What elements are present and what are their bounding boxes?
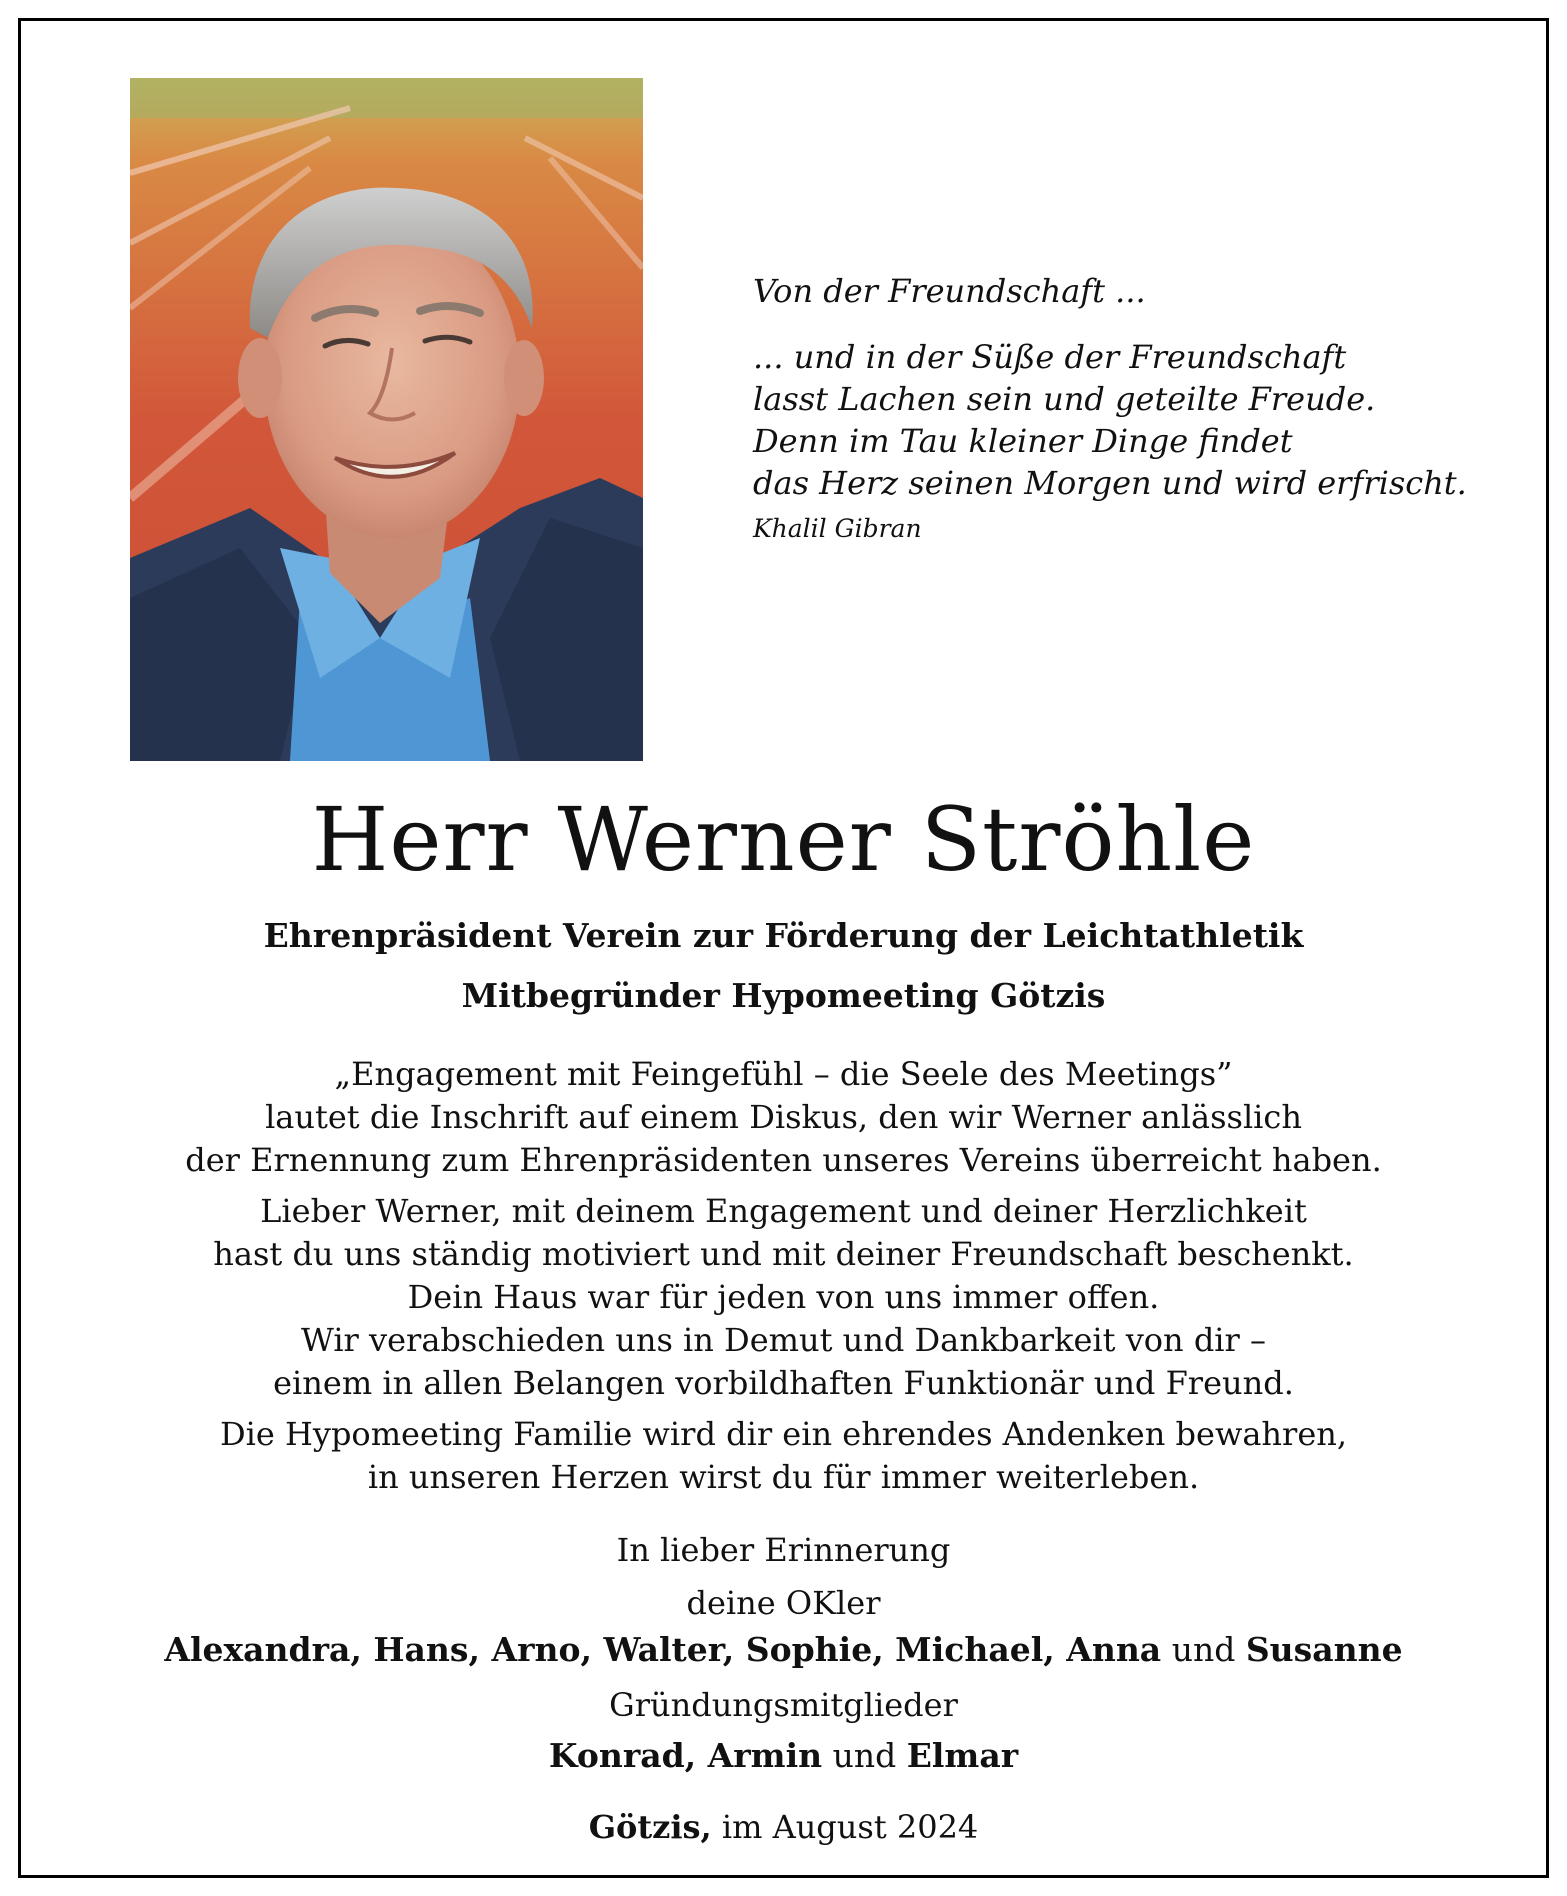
quote-block: [753, 270, 1467, 546]
quote-line: lasst Lachen sein und geteilte Freude.: [753, 380, 1376, 418]
paragraph-tribute: [0, 1190, 1567, 1405]
quote-line: ... und in der Süße der Freundschaft: [753, 338, 1347, 376]
signature-intro: In lieber Erinnerung: [616, 1531, 951, 1569]
text-line: „Engagement mit Feingefühl – die Seele des Meetings”: [334, 1055, 1233, 1093]
signature-and: und: [1171, 1630, 1236, 1669]
date: im August 2024: [721, 1808, 979, 1846]
signature-group2-names: [0, 1734, 1567, 1778]
signature-last-name: Susanne: [1245, 1630, 1403, 1669]
text-line: Dein Haus war für jeden von uns immer offen.: [407, 1278, 1160, 1316]
title-honorary-president: Ehrenpräsident Verein zur Förderung der Leichtathletik: [263, 916, 1304, 955]
place: Götzis,: [588, 1808, 712, 1846]
deceased-name: Herr Werner Ströhle: [311, 788, 1256, 891]
quote-title: Von der Freundschaft ...: [753, 272, 1146, 310]
signature-last-name: Elmar: [906, 1736, 1019, 1775]
text-line: Wir verabschieden uns in Demut und Dankbarkeit von dir –: [300, 1321, 1266, 1359]
text-line: in unseren Herzen wirst du für immer weiterleben.: [367, 1458, 1200, 1496]
signature-names: Konrad, Armin: [548, 1736, 823, 1775]
signature-group1-label: deine OKler: [686, 1584, 881, 1622]
place-and-date: [0, 1805, 1567, 1849]
paragraph-remembrance: [0, 1413, 1567, 1499]
quote-line: das Herz seinen Morgen und wird erfrischt.: [753, 464, 1467, 502]
text-line: einem in allen Belangen vorbildhaften Funktionär und Freund.: [273, 1364, 1294, 1402]
quote-author: Khalil Gibran: [753, 514, 922, 543]
text-line: lautet die Inschrift auf einem Diskus, den wir Werner anlässlich: [265, 1098, 1302, 1136]
title-co-founder: Mitbegründer Hypomeeting Götzis: [461, 976, 1106, 1015]
text-line: hast du uns ständig motiviert und mit deiner Freundschaft beschenkt.: [213, 1235, 1354, 1273]
text-line: Lieber Werner, mit deinem Engagement und deiner Herzlichkeit: [260, 1192, 1307, 1230]
text-line: der Ernennung zum Ehrenpräsidenten unseres Vereins überreicht haben.: [185, 1141, 1382, 1179]
portrait-photo-icon: [130, 78, 643, 761]
text-line: Die Hypomeeting Familie wird dir ein ehrendes Andenken bewahren,: [219, 1415, 1348, 1453]
signature-group2-label: Gründungsmitglieder: [609, 1686, 958, 1724]
signature-names: Alexandra, Hans, Arno, Walter, Sophie, Michael, Anna: [164, 1630, 1162, 1669]
signature-and: und: [832, 1736, 897, 1775]
signature-group1-names: [0, 1628, 1567, 1672]
paragraph-inscription: [0, 1053, 1567, 1182]
quote-line: Denn im Tau kleiner Dinge findet: [753, 422, 1293, 460]
